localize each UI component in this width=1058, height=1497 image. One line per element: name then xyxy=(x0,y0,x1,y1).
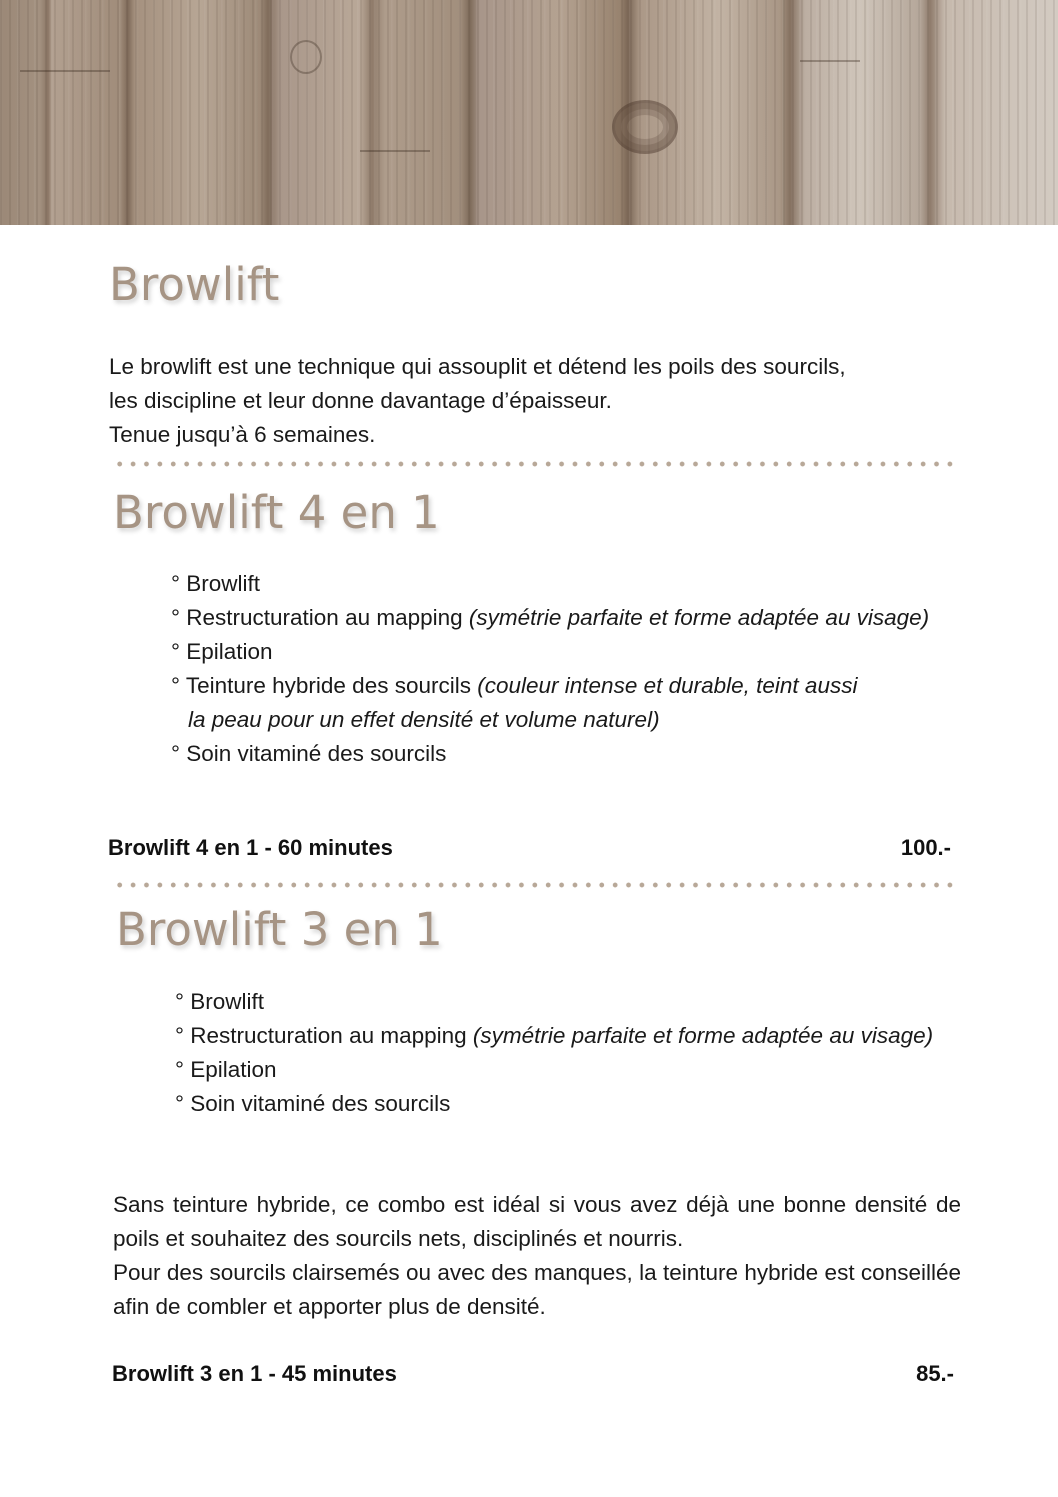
dotted-divider xyxy=(113,882,957,888)
wood-banner xyxy=(0,0,1058,225)
list-item: ° Soin vitaminé des sourcils xyxy=(171,741,447,766)
wood-crack-decoration xyxy=(20,70,110,72)
list-item: ° Epilation xyxy=(175,1057,277,1082)
intro-line: les discipline et leur donne davantage d’épaisseur. xyxy=(109,388,612,413)
intro-line: Le browlift est une technique qui assouplit et détend les poils des sourcils, xyxy=(109,354,846,379)
section-title-browlift-4-en-1: Browlift 4 en 1 xyxy=(113,486,440,539)
wood-crack-decoration xyxy=(360,150,430,152)
description-paragraph xyxy=(113,1188,961,1324)
list-item: ° Browlift xyxy=(175,989,265,1014)
price-label: Browlift 4 en 1 - 60 minutes xyxy=(108,835,393,860)
section-title-browlift-3-en-1: Browlift 3 en 1 xyxy=(116,903,443,956)
services-list-4-en-1 xyxy=(171,567,961,771)
price-row-4-en-1 xyxy=(108,833,951,863)
section-title-browlift: Browlift xyxy=(109,258,280,311)
wood-crack-decoration xyxy=(800,60,860,62)
description-text: Pour des sourcils clairsemés ou avec des manques, la teinture hybride est conseillée afin de combler et apporter plus de densité. xyxy=(113,1260,961,1319)
services-list-3-en-1 xyxy=(175,985,965,1121)
price-row-3-en-1 xyxy=(112,1359,954,1389)
list-item: ° Browlift xyxy=(171,571,261,596)
list-item: ° Restructuration au mapping (symétrie parfaite et forme adaptée au visage) xyxy=(175,1023,934,1048)
price-value: 100.- xyxy=(900,835,951,860)
wood-knot-decoration xyxy=(612,100,678,154)
description-text: Sans teinture hybride, ce combo est idéal si vous avez déjà une bonne densité de poils et souhaitez des sourcils nets, disciplinés et nourris. xyxy=(113,1192,961,1251)
intro-paragraph xyxy=(109,350,989,452)
wood-knot-decoration xyxy=(290,40,322,74)
list-item: ° Restructuration au mapping (symétrie parfaite et forme adaptée au visage) xyxy=(171,605,930,630)
list-item: ° Teinture hybride des sourcils (couleur intense et durable, teint aussi la peau pour un effet densité et volume naturel) xyxy=(171,673,858,732)
price-value: 85.- xyxy=(916,1361,954,1386)
list-item: ° Epilation xyxy=(171,639,273,664)
list-item: ° Soin vitaminé des sourcils xyxy=(175,1091,451,1116)
price-label: Browlift 3 en 1 - 45 minutes xyxy=(112,1361,397,1386)
dotted-divider xyxy=(113,461,957,467)
intro-line: Tenue jusqu’à 6 semaines. xyxy=(109,422,376,447)
